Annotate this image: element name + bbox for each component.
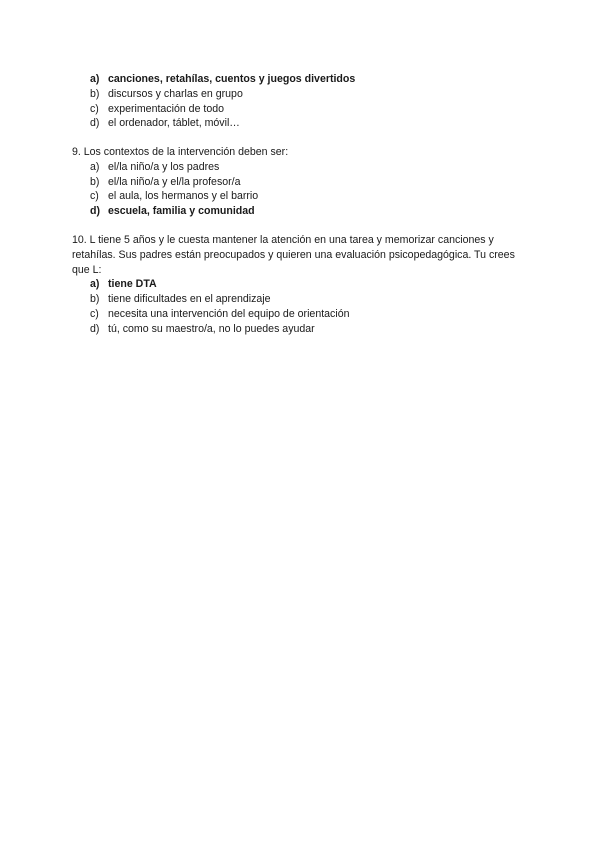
option-text: el/la niño/a y el/la profesor/a (108, 175, 241, 188)
option-letter: d) (90, 322, 100, 335)
option-letter: c) (90, 190, 99, 203)
question-8-block (72, 72, 532, 131)
option-text: canciones, retahílas, cuentos y juegos divertidos (108, 73, 356, 85)
question-8-option-c (72, 102, 532, 117)
question-8-options (72, 72, 532, 131)
question-9-option-d (72, 204, 532, 219)
option-text: el/la niño/a y los padres (108, 160, 220, 173)
option-letter: b) (90, 293, 100, 306)
option-letter: a) (90, 160, 100, 173)
option-text: el aula, los hermanos y el barrio (108, 190, 259, 203)
option-letter: b) (90, 175, 100, 188)
question-10-option-d (72, 322, 532, 337)
question-8-option-a (72, 72, 532, 87)
question-10-block (72, 233, 532, 337)
question-10-options (72, 277, 532, 336)
question-9-option-a (72, 160, 532, 175)
option-text: tiene DTA (108, 278, 157, 291)
option-letter: d) (90, 205, 100, 218)
option-text: necesita una intervención del equipo de orientación (108, 307, 350, 320)
option-text: escuela, familia y comunidad (108, 205, 255, 218)
question-10-option-a (72, 277, 532, 292)
option-text: tú, como su maestro/a, no lo puedes ayudar (108, 322, 315, 335)
option-letter: d) (90, 117, 100, 130)
option-letter: c) (90, 102, 99, 115)
question-9-option-b (72, 175, 532, 190)
question-8-option-d (72, 116, 532, 131)
option-text: tiene dificultades en el aprendizaje (108, 293, 271, 306)
question-9-options (72, 160, 532, 219)
option-text: experimentación de todo (108, 102, 225, 115)
question-9-block (72, 145, 532, 219)
option-letter: b) (90, 87, 100, 100)
question-9-option-c (72, 189, 532, 204)
question-8-option-b (72, 87, 532, 102)
question-10-option-c (72, 307, 532, 322)
option-letter: a) (90, 73, 100, 85)
option-text: el ordenador, táblet, móvil… (108, 117, 240, 130)
option-text: discursos y charlas en grupo (108, 87, 243, 100)
option-letter: c) (90, 307, 99, 320)
option-letter: a) (90, 278, 100, 291)
question-9-text: 9. Los contextos de la intervención deben ser: (72, 146, 289, 158)
question-10-option-b (72, 292, 532, 307)
question-10-text: 10. L tiene 5 años y le cuesta mantener la atención en una tarea y memorizar canciones y retahílas. Sus padres están preocupados y quieren una evaluación psicopedagógica. Tu crees que L: (72, 234, 515, 276)
